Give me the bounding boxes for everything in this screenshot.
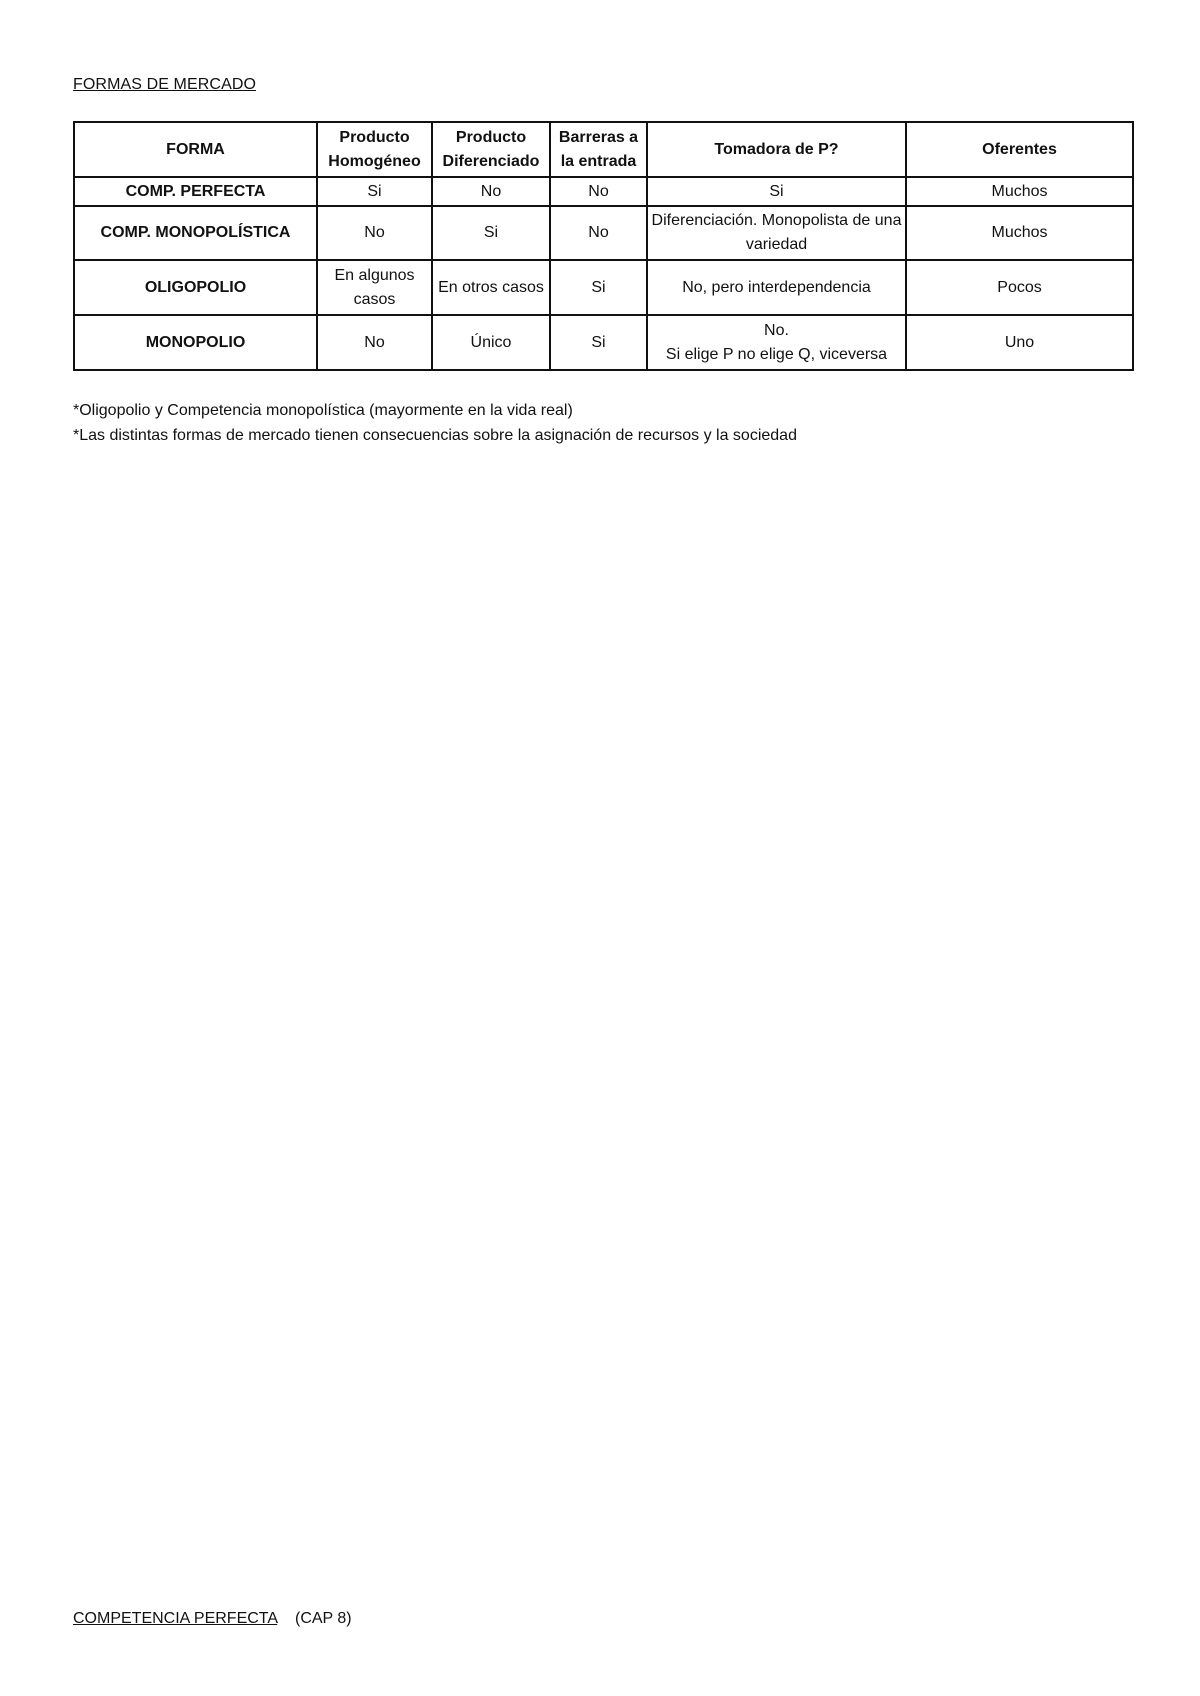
- table-cell: No, pero interdependencia: [647, 260, 906, 315]
- table-row: [74, 177, 1133, 206]
- table-cell: En otros casos: [432, 260, 550, 315]
- market-forms-table: [73, 121, 1134, 371]
- note-line: *Oligopolio y Competencia monopolística (mayormente en la vida real): [73, 402, 573, 419]
- section-heading: [73, 1610, 352, 1628]
- table-cell: Muchos: [906, 177, 1133, 206]
- header-oferentes: Oferentes: [906, 122, 1133, 177]
- row-label: COMP. MONOPOLÍSTICA: [74, 206, 317, 260]
- table-cell: Si: [317, 177, 432, 206]
- table-cell: En algunos casos: [317, 260, 432, 315]
- table-cell: Pocos: [906, 260, 1133, 315]
- table-cell: Único: [432, 315, 550, 370]
- header-producto-homogeneo: Producto Homogéneo: [317, 122, 432, 177]
- table-row: [74, 315, 1133, 370]
- table-cell: No: [432, 177, 550, 206]
- table-cell: No. Si elige P no elige Q, viceversa: [647, 315, 906, 370]
- table-cell: Si: [550, 260, 647, 315]
- note-line: *Las distintas formas de mercado tienen consecuencias sobre la asignación de recursos y la sociedad: [73, 427, 797, 444]
- table-row: [74, 260, 1133, 315]
- table-cell: Si: [550, 315, 647, 370]
- table-cell: Uno: [906, 315, 1133, 370]
- table-cell: No: [317, 206, 432, 260]
- section-chapter: (CAP 8): [294, 1610, 352, 1627]
- table-row: [74, 206, 1133, 260]
- header-forma: FORMA: [74, 122, 317, 177]
- table-cell: Diferenciación. Monopolista de una variedad: [647, 206, 906, 260]
- section-title: COMPETENCIA PERFECTA: [73, 1610, 278, 1627]
- table-cell: Si: [432, 206, 550, 260]
- table-cell: No: [550, 206, 647, 260]
- table-cell: No: [550, 177, 647, 206]
- header-tomadora: Tomadora de P?: [647, 122, 906, 177]
- table-cell: No: [317, 315, 432, 370]
- table-header-row: [74, 122, 1133, 177]
- page-title: FORMAS DE MERCADO: [73, 76, 257, 93]
- table-cell: Muchos: [906, 206, 1133, 260]
- row-label: OLIGOPOLIO: [74, 260, 317, 315]
- row-label: COMP. PERFECTA: [74, 177, 317, 206]
- header-producto-diferenciado: Producto Diferenciado: [432, 122, 550, 177]
- row-label: MONOPOLIO: [74, 315, 317, 370]
- header-barreras: Barreras a la entrada: [550, 122, 647, 177]
- notes: [73, 398, 797, 448]
- table-cell: Si: [647, 177, 906, 206]
